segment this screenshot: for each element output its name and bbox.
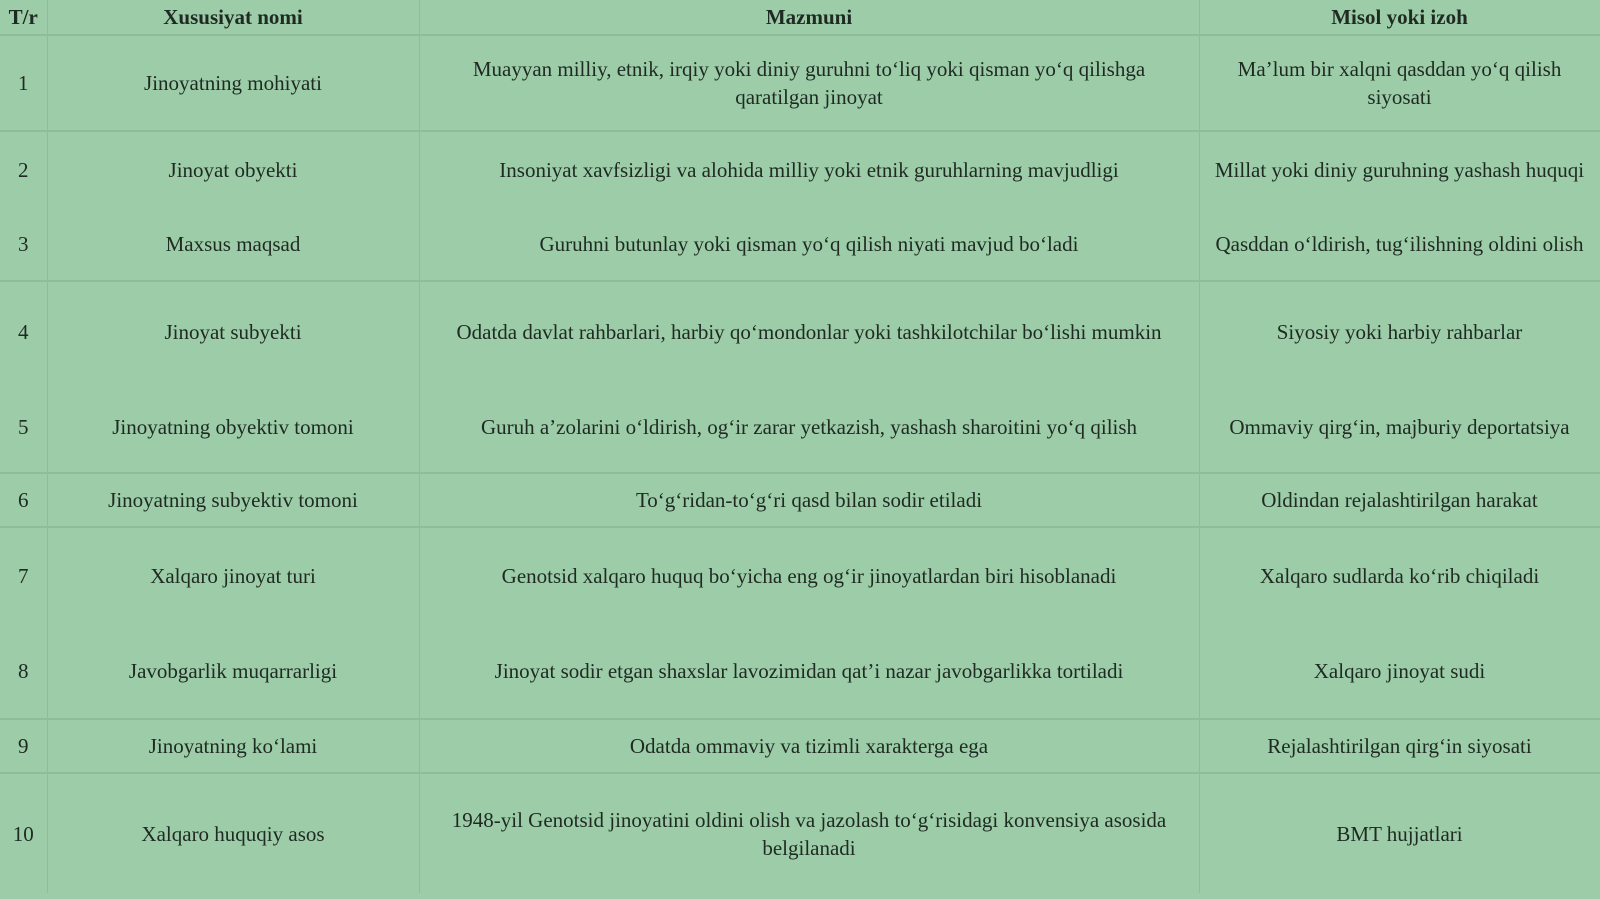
header-row [0,0,1600,35]
row-number: 2 [0,131,47,207]
feature-example: Qasddan o‘ldirish, tug‘ilishning oldini olish [1199,207,1600,281]
feature-example: Siyosiy yoki harbiy rahbarlar [1199,281,1600,381]
header-feature-name: Xususiyat nomi [47,0,419,35]
row-number: 4 [0,281,47,381]
feature-name: Jinoyatning mohiyati [47,35,419,131]
row-number: 8 [0,623,47,719]
row-number: 3 [0,207,47,281]
header-example: Misol yoki izoh [1199,0,1600,35]
feature-name: Maxsus maqsad [47,207,419,281]
row-number: 9 [0,719,47,773]
feature-content: To‘g‘ridan-to‘g‘ri qasd bilan sodir etiladi [419,473,1199,527]
feature-name: Xalqaro huquqiy asos [47,773,419,893]
row-number: 6 [0,473,47,527]
feature-name: Jinoyat obyekti [47,131,419,207]
feature-content: Guruh a’zolarini o‘ldirish, og‘ir zarar yetkazish, yashash sharoitini yo‘q qilish [419,381,1199,473]
table-row [0,207,1600,281]
row-number: 1 [0,35,47,131]
feature-content: Jinoyat sodir etgan shaxslar lavozimidan qat’i nazar javobgarlikka tortiladi [419,623,1199,719]
header-number: T/r [0,0,47,35]
table-row [0,719,1600,773]
feature-example: Xalqaro jinoyat sudi [1199,623,1600,719]
feature-content: Odatda davlat rahbarlari, harbiy qo‘mondonlar yoki tashkilotchilar bo‘lishi mumkin [419,281,1199,381]
feature-name: Jinoyatning subyektiv tomoni [47,473,419,527]
feature-content: 1948-yil Genotsid jinoyatini oldini olish va jazolash to‘g‘risidagi konvensiya asosida belgilanadi [419,773,1199,893]
feature-content: Insoniyat xavfsizligi va alohida milliy yoki etnik guruhlarning mavjudligi [419,131,1199,207]
table-row [0,381,1600,473]
feature-example: BMT hujjatlari [1199,773,1600,893]
feature-name: Jinoyatning obyektiv tomoni [47,381,419,473]
row-number: 5 [0,381,47,473]
feature-example: Ommaviy qirg‘in, majburiy deportatsiya [1199,381,1600,473]
feature-name: Jinoyat subyekti [47,281,419,381]
feature-example: Xalqaro sudlarda ko‘rib chiqiladi [1199,527,1600,623]
table-row [0,281,1600,381]
row-number: 10 [0,773,47,893]
feature-example: Millat yoki diniy guruhning yashash huquqi [1199,131,1600,207]
table-row [0,473,1600,527]
feature-content: Muayyan milliy, etnik, irqiy yoki diniy guruhni to‘liq yoki qisman yo‘q qilishga qaratilgan jinoyat [419,35,1199,131]
table-row [0,773,1600,893]
feature-name: Javobgarlik muqarrarligi [47,623,419,719]
feature-example: Ma’lum bir xalqni qasddan yo‘q qilish siyosati [1199,35,1600,131]
table-row [0,623,1600,719]
table-row [0,35,1600,131]
row-number: 7 [0,527,47,623]
feature-example: Oldindan rejalashtirilgan harakat [1199,473,1600,527]
table-row [0,131,1600,207]
feature-example: Rejalashtirilgan qirg‘in siyosati [1199,719,1600,773]
feature-name: Jinoyatning ko‘lami [47,719,419,773]
feature-content: Genotsid xalqaro huquq bo‘yicha eng og‘ir jinoyatlardan biri hisoblanadi [419,527,1199,623]
feature-name: Xalqaro jinoyat turi [47,527,419,623]
feature-content: Odatda ommaviy va tizimli xarakterga ega [419,719,1199,773]
feature-content: Guruhni butunlay yoki qisman yo‘q qilish niyati mavjud bo‘ladi [419,207,1199,281]
table-row [0,527,1600,623]
header-content: Mazmuni [419,0,1199,35]
